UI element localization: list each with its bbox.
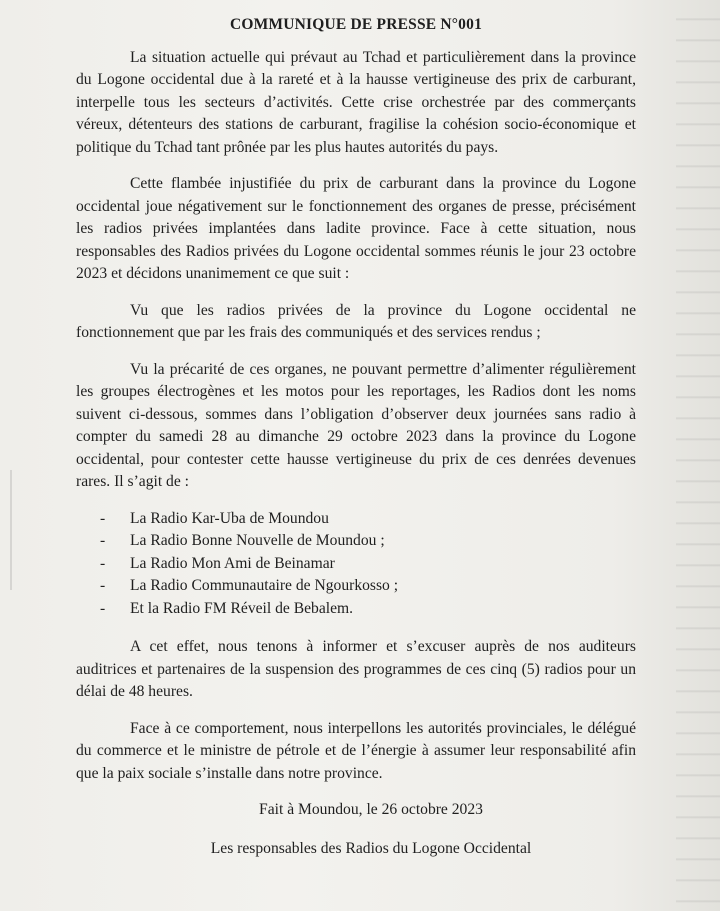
paragraph-flambee: Cette flambée injustifiée du prix de carburant dans la province du Logone occidental joue négativement sur le fonctionnement des organes de presse, précisément les radios privées implantées dans ladite province. Face à cette situation, nous responsables des Radios privées du Logone occidental sommes réunis le jour 23 octobre 2023 et décidons unanimement ce que suit : <box>76 175 636 282</box>
list-bullet: - <box>100 509 106 527</box>
list-item-text: Et la Radio FM Réveil de Bebalem. <box>130 599 354 617</box>
paragraph-vu-que: Vu que les radios privées de la province du Logone occidental ne fonctionnement que par les frais des communiqués et des services rendus ; <box>76 301 636 341</box>
document-title: COMMUNIQUE DE PRESSE N°001 <box>229 16 483 33</box>
document-body <box>76 6 636 860</box>
list-item <box>76 508 636 531</box>
list-bullet: - <box>100 554 106 572</box>
scan-edge-marks <box>676 0 720 911</box>
list-bullet: - <box>100 577 106 594</box>
list-item <box>76 575 636 598</box>
list-item-text: La Radio Mon Ami de Beinamar <box>130 554 335 572</box>
radio-list <box>76 508 636 621</box>
list-item <box>76 553 636 576</box>
list-item-text: La Radio Communautaire de Ngourkosso ; <box>130 577 399 594</box>
list-item-text: La Radio Bonne Nouvelle de Moundou ; <box>130 532 385 549</box>
list-item <box>76 598 636 621</box>
list-item <box>76 530 636 553</box>
list-item-text: La Radio Kar-Uba de Moundou <box>130 509 329 527</box>
paragraph-face-a-ce-comportement: Face à ce comportement, nous interpellons les autorités provinciales, le délégué du commerce et le ministre de pétrole et de l’énergie à assumer leur responsabilité afin que la paix sociale s’installe dans notre province. <box>76 719 636 782</box>
list-bullet: - <box>100 599 106 617</box>
scan-left-mark <box>10 470 12 590</box>
paragraph-precarite: Vu la précarité de ces organes, ne pouvant permettre d’alimenter régulièrement les groupes électrogènes et les motos pour les reportages, les Radios dont les noms suivent ci-dessous, sommes dans l’obligation d’observer deux journées sans radio à compter du samedi 28 au dimanche 29 octobre 2023 dans la province du Logone occidental, pour contester cette hausse vertigineuse du prix de ces denrées devenues rares. Il s’agit de : <box>76 360 636 490</box>
paragraph-situation: La situation actuelle qui prévaut au Tchad et particulièrement dans la province du Logone occidental due à la rareté et à la hausse vertigineuse des prix de carburant, interpelle tous les secteurs d’activités. Cette crise orchestrée par des commerçants véreux, détenteurs des stations de carburant, fragilise la cohésion socio-économique et politique du Tchad tant prônée par les plus hautes autorités du pays. <box>76 48 636 156</box>
place-date: Fait à Moundou, le 26 octobre 2023 <box>259 801 483 818</box>
signature-line: Les responsables des Radios du Logone Occidental <box>210 839 532 857</box>
list-bullet: - <box>100 532 106 549</box>
paragraph-a-cet-effet: A cet effet, nous tenons à informer et s’excuser auprès de nos auditeurs auditrices et partenaires de la suspension des programmes de ces cinq (5) radios pour un délai de 48 heures. <box>76 638 636 700</box>
